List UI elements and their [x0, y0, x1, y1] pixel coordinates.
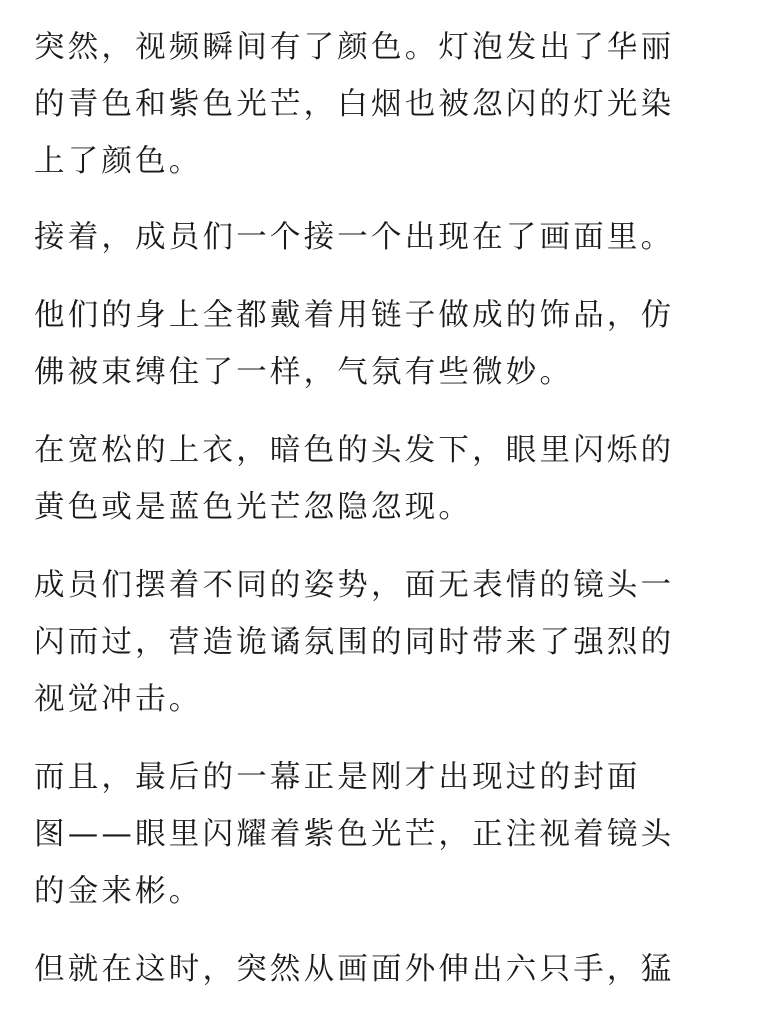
text-line: 闪而过，营造诡谲氛围的同时带来了强烈的	[34, 625, 675, 660]
paragraph	[34, 209, 734, 266]
text-line: 而且，最后的一幕正是刚才出现过的封面	[34, 760, 641, 795]
paragraph	[34, 19, 734, 190]
text-line: 他们的身上全都戴着用链子做成的饰品，仿	[34, 298, 675, 333]
text-line: 佛被束缚住了一样，气氛有些微妙。	[34, 355, 574, 390]
paragraph	[34, 941, 734, 998]
paragraph	[34, 422, 734, 536]
text-line: 在宽松的上衣，暗色的头发下，眼里闪烁的	[34, 433, 675, 468]
text-line: 成员们摆着不同的姿势，面无表情的镜头一	[34, 568, 675, 603]
article-body	[34, 0, 734, 998]
text-line: 视觉冲击。	[34, 682, 203, 717]
paragraph	[34, 557, 734, 728]
text-line: 突然，视频瞬间有了颜色。灯泡发出了华丽	[34, 30, 675, 65]
text-line: 接着，成员们一个接一个出现在了画面里。	[34, 220, 675, 255]
text-line: 上了颜色。	[34, 144, 203, 179]
text-line: 黄色或是蓝色光芒忽隐忽现。	[34, 490, 473, 525]
paragraph	[34, 287, 734, 401]
text-line: 的金来彬。	[34, 874, 203, 909]
text-line: 图——眼里闪耀着紫色光芒，正注视着镜头	[34, 817, 675, 852]
paragraph	[34, 749, 734, 920]
text-line: 但就在这时，突然从画面外伸出六只手，猛	[34, 952, 675, 987]
text-line: 的青色和紫色光芒，白烟也被忽闪的灯光染	[34, 87, 675, 122]
